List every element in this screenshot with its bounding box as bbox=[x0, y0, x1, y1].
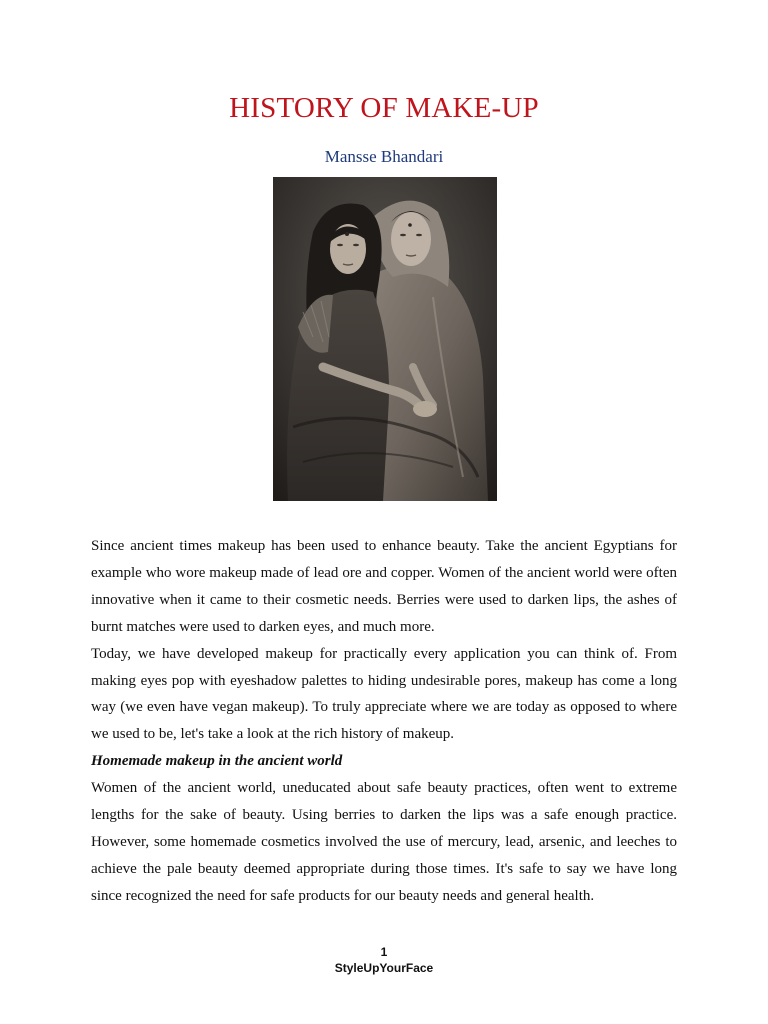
paragraph: Today, we have developed makeup for practically every application you can think of. From making eyes pop with eyeshadow palettes to hiding undesirable pores, makeup has come a long way (we even have vegan makeup). To truly appreciate where we are today as opposed to where we used to be, let's take a look at the rich history of makeup. bbox=[91, 645, 677, 743]
site-name: StyleUpYourFace bbox=[334, 961, 434, 975]
paragraph: Since ancient times makeup has been used to enhance beauty. Take the ancient Egyptians for example who wore makeup made of lead ore and copper. Women of the ancient world were often innovative when it came to their cosmetic needs. Berries were used to darken lips, the ashes of burnt matches were used to darken eyes, and much more. bbox=[91, 538, 677, 635]
section-heading: Homemade makeup in the ancient world bbox=[91, 753, 343, 770]
paragraph: Women of the ancient world, uneducated about safe beauty practices, often went to extreme lengths for the sake of beauty. Using berries to darken the lips was a safe enough practice. However, some homemade cosmetics involved the use of mercury, lead, arsenic, and leeches to achieve the pale beauty deemed appropriate during those times. It's safe to say we have long since recognized the need for safe products for our beauty needs and general health. bbox=[91, 780, 677, 904]
author-name: Mansse Bhandari bbox=[324, 147, 444, 166]
vintage-portrait-photo bbox=[273, 177, 497, 501]
page-footer bbox=[0, 944, 768, 976]
article-body bbox=[91, 533, 677, 910]
page-title: HISTORY OF MAKE-UP bbox=[229, 92, 539, 124]
page-number: 1 bbox=[380, 945, 388, 959]
